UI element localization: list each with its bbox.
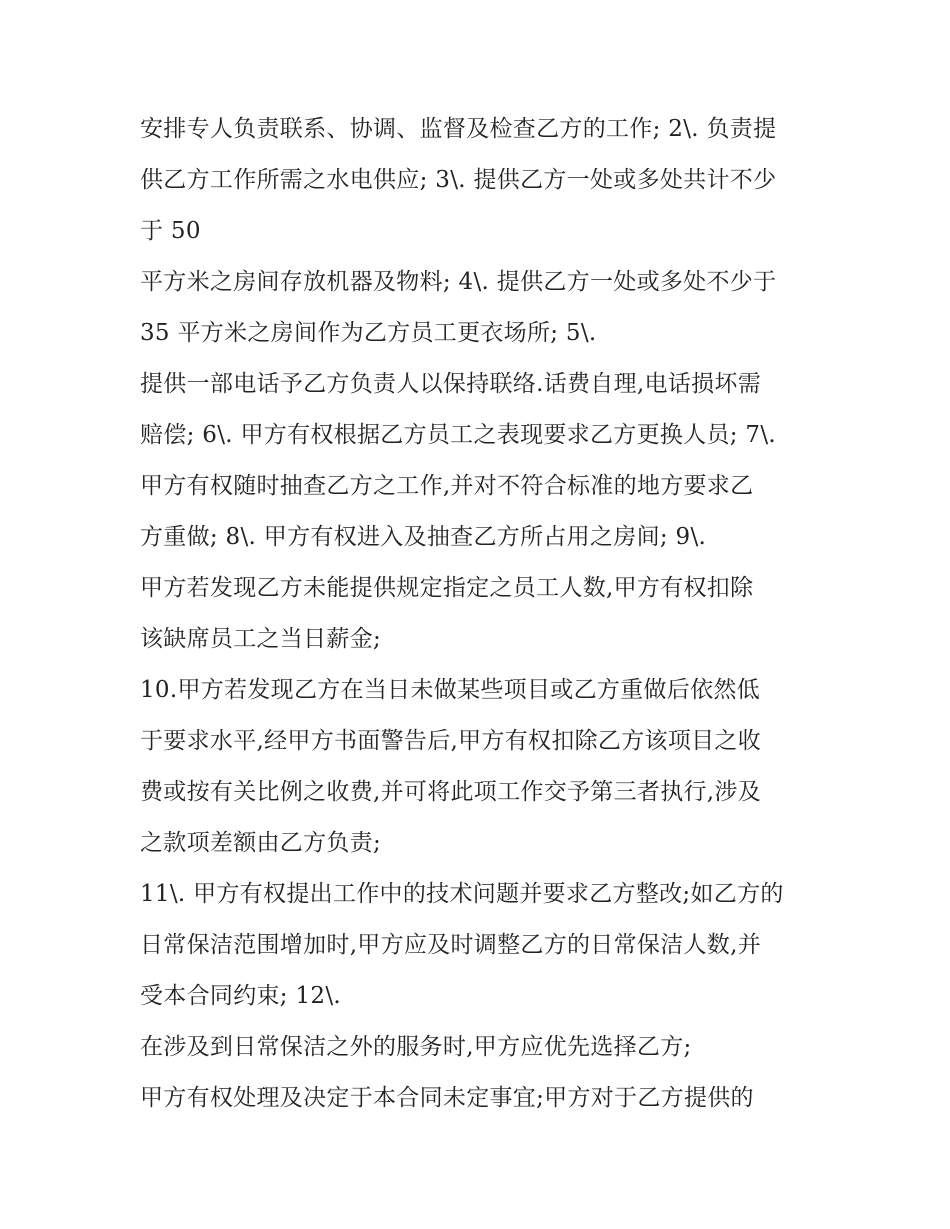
text-line-20: 甲方有权处理及决定于本合同未定事宜;甲方对于乙方提供的 bbox=[140, 1085, 754, 1111]
text-line-5: 35 平方米之房间作为乙方员工更衣场所; 5\. bbox=[140, 320, 597, 346]
text-line-14: 费或按有关比例之收费,并可将此项工作交予第三者执行,涉及 bbox=[140, 779, 762, 805]
text-line-11: 该缺席员工之当日薪金; bbox=[140, 626, 382, 652]
text-line-9: 方重做; 8\. 甲方有权进入及抽查乙方所占用之房间; 9\. bbox=[140, 524, 707, 550]
document-body bbox=[140, 104, 820, 1124]
text-line-6: 提供一部电话予乙方负责人以保持联络.话费自理,电话损坏需 bbox=[140, 371, 762, 397]
text-line-8: 甲方有权随时抽查乙方之工作,并对不符合标准的地方要求乙 bbox=[140, 473, 754, 499]
text-line-7: 赔偿; 6\. 甲方有权根据乙方员工之表现要求乙方更换人员; 7\. bbox=[140, 422, 777, 448]
text-line-12: 10.甲方若发现乙方在当日未做某些项目或乙方重做后依然低 bbox=[140, 677, 760, 703]
text-line-17: 日常保洁范围增加时,甲方应及时调整乙方的日常保洁人数,并 bbox=[140, 932, 762, 958]
text-line-1: 安排专人负责联系、协调、监督及检查乙方的工作; 2\. 负责提 bbox=[140, 116, 777, 142]
text-line-2: 供乙方工作所需之水电供应; 3\. 提供乙方一处或多处共计不少 bbox=[140, 167, 777, 193]
text-line-19: 在涉及到日常保洁之外的服务时,甲方应优先选择乙方; bbox=[140, 1034, 692, 1060]
text-line-4: 平方米之房间存放机器及物料; 4\. 提供乙方一处或多处不少于 bbox=[140, 269, 777, 295]
text-line-18: 受本合同约束; 12\. bbox=[140, 983, 341, 1009]
text-line-16: 11\. 甲方有权提出工作中的技术问题并要求乙方整改;如乙方的 bbox=[140, 881, 784, 907]
text-line-15: 之款项差额由乙方负责; bbox=[140, 830, 382, 856]
text-line-13: 于要求水平,经甲方书面警告后,甲方有权扣除乙方该项目之收 bbox=[140, 728, 762, 754]
text-line-3: 于 50 bbox=[140, 218, 201, 244]
text-line-10: 甲方若发现乙方未能提供规定指定之员工人数,甲方有权扣除 bbox=[140, 575, 754, 601]
